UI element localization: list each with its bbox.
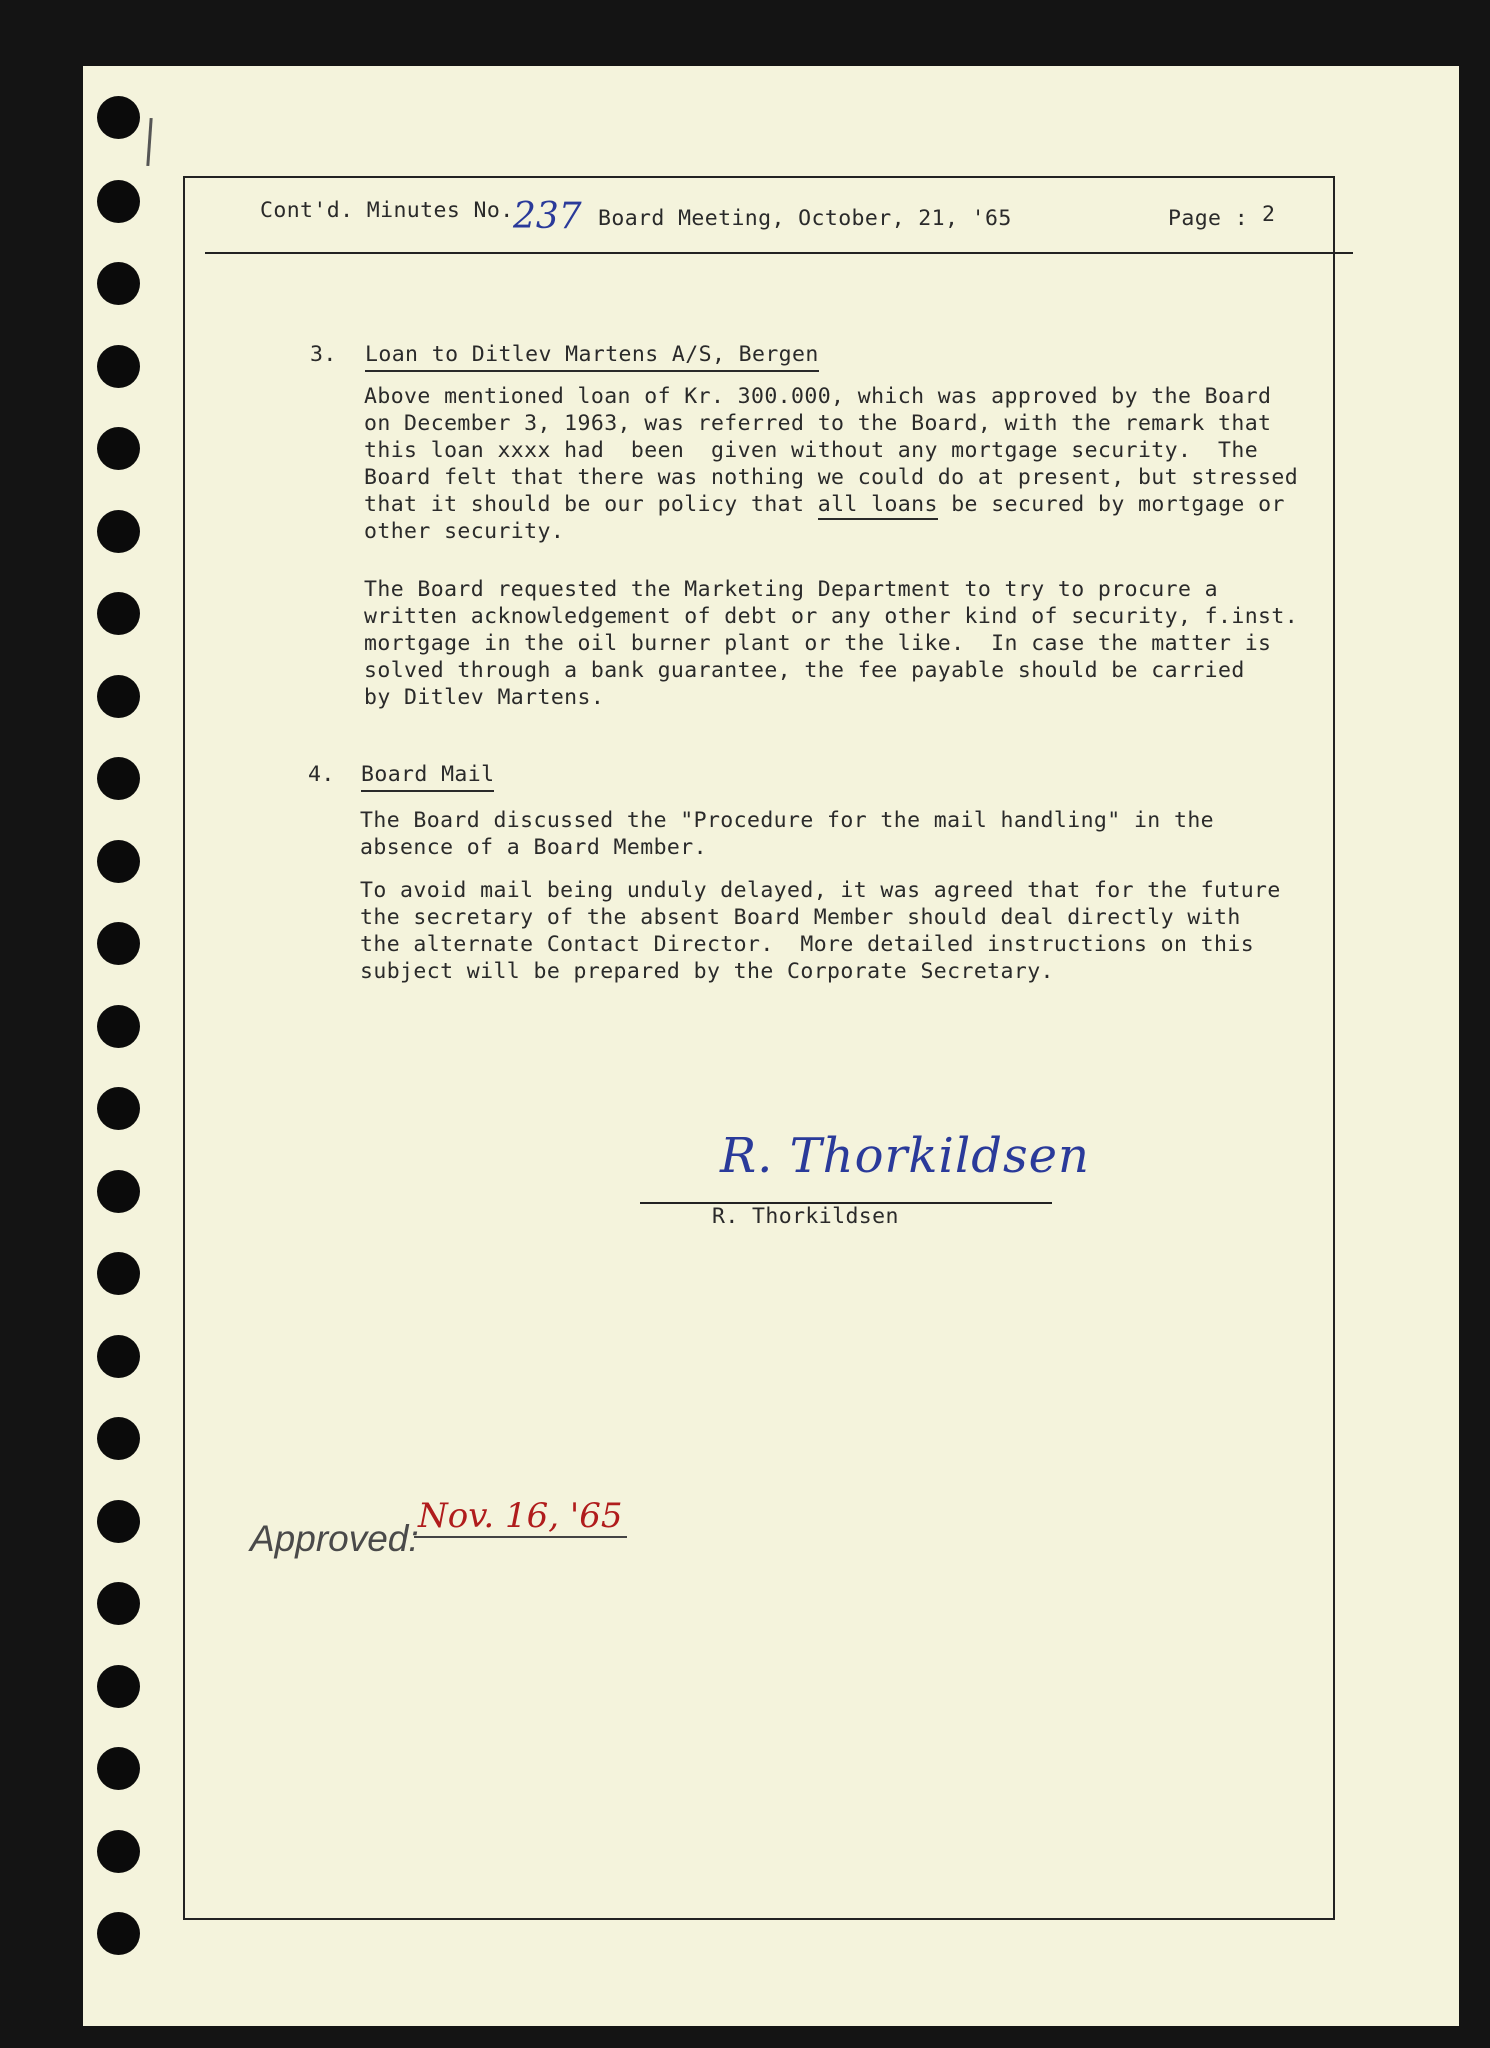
binder-hole	[97, 1335, 140, 1378]
minutes-label: Cont'd. Minutes No.	[260, 198, 514, 223]
item-4-p2-line-1: To avoid mail being unduly delayed, it was agreed that for the future	[360, 878, 1281, 903]
binder-hole	[97, 1500, 140, 1543]
emphasis-all-loans: all loans	[818, 492, 938, 520]
binder-hole	[97, 96, 140, 139]
item-4-line-2: absence of a Board Member.	[360, 835, 707, 860]
item-3-p2-line-4: solved through a bank guarantee, the fee payable should be carried	[364, 658, 1245, 683]
item-4-number: 4.	[308, 762, 335, 787]
item-3-p2-line-2: written acknowledgement of debt or any other kind of security, f.inst.	[364, 604, 1299, 629]
minutes-number: 237	[513, 196, 582, 237]
binder-hole	[97, 262, 140, 305]
item-3-number: 3.	[310, 342, 337, 367]
binder-hole	[97, 1005, 140, 1048]
item-4-p2-line-2: the secretary of the absent Board Member should deal directly with	[360, 905, 1241, 930]
item-3-line-4: Board felt that there was nothing we could do at present, but stressed	[364, 465, 1299, 490]
meeting-title: Board Meeting, October, 21, '65	[598, 206, 1012, 231]
binder-hole	[97, 922, 140, 965]
binder-hole	[97, 1252, 140, 1295]
item-4-line-1: The Board discussed the "Procedure for the mail handling" in the	[360, 808, 1215, 833]
binder-hole	[97, 1665, 140, 1708]
item-3-line-6: other security.	[364, 519, 565, 544]
page-number: 2	[1262, 202, 1276, 227]
item-3-line-5	[364, 492, 1285, 519]
binder-hole	[97, 1417, 140, 1460]
item-4-p2-line-4: subject will be prepared by the Corporate Secretary.	[360, 959, 1054, 984]
item-3-line-2: on December 3, 1963, was referred to the Board, with the remark that	[364, 411, 1272, 436]
item-3-line-1: Above mentioned loan of Kr. 300.000, which was approved by the Board	[364, 384, 1272, 409]
binder-hole	[97, 1747, 140, 1790]
item-3-p2-line-5: by Ditlev Martens.	[364, 685, 605, 710]
handwritten-signature: R. Thorkildsen	[720, 1128, 1090, 1184]
binder-hole	[97, 510, 140, 553]
page-label: Page :	[1168, 206, 1249, 231]
item-4-title: Board Mail	[361, 762, 494, 792]
binder-hole	[97, 592, 140, 635]
header-divider	[205, 252, 1353, 254]
binder-hole	[97, 1830, 140, 1873]
item-3-title: Loan to Ditlev Martens A/S, Bergen	[365, 342, 819, 372]
item-3-p2-line-3: mortgage in the oil burner plant or the like. In case the matter is	[364, 631, 1272, 656]
binder-hole	[97, 675, 140, 718]
item-3-line-5-head: that it should be our policy that	[364, 492, 805, 517]
item-3-line-5-tail: be secured by mortgage or	[951, 492, 1285, 517]
binder-hole	[97, 1912, 140, 1955]
binder-hole	[97, 345, 140, 388]
binder-hole	[97, 427, 140, 470]
binder-hole	[97, 840, 140, 883]
binder-hole	[97, 1170, 140, 1213]
binder-hole	[97, 1087, 140, 1130]
signatory-name: R. Thorkildsen	[712, 1204, 899, 1229]
binder-hole	[97, 1582, 140, 1625]
item-3-p2-line-1: The Board requested the Marketing Department to try to procure a	[364, 577, 1219, 602]
item-3-line-3: this loan xxxx had been given without any mortgage security. The	[364, 438, 1259, 463]
approval-date: Nov. 16, '65	[414, 1496, 627, 1538]
binder-hole	[97, 180, 140, 223]
item-4-p2-line-3: the alternate Contact Director. More detailed instructions on this	[360, 932, 1255, 957]
approved-stamp: Approved:	[250, 1518, 419, 1559]
binder-hole	[97, 757, 140, 800]
